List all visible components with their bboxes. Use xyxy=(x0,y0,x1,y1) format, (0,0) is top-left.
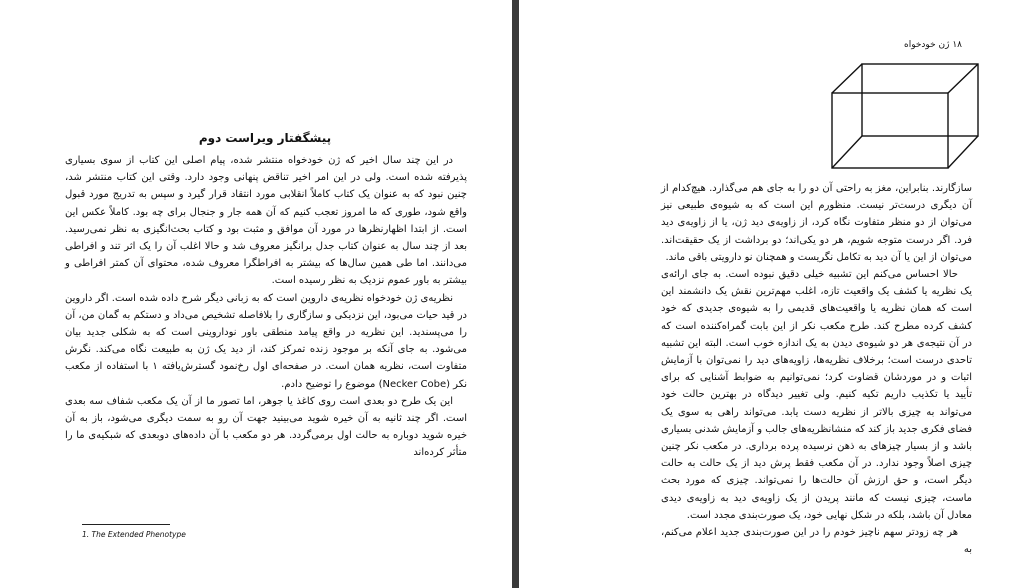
right-page xyxy=(519,0,1024,588)
footnote-divider xyxy=(82,524,170,525)
left-body-text xyxy=(65,152,467,462)
cube-back-face xyxy=(862,64,978,136)
book-gutter xyxy=(512,0,519,588)
paragraph: این یک طرح دو بعدی است روی کاغذ یا جوهر، اما تصور ما از آن یک مکعب شفاف سه بعدی است. اگر چند ثانیه به آن خیره شوید می‌بینید جهت آن رو به سمت دیگری می‌شود، باز به آن خیره شوید دوباره به حالت اول برمی‌گردد. هر دو مکعب با آن داده‌های دوبعدی که شبکیه‌ی ما را متأثر کرده‌اند xyxy=(65,395,467,459)
chapter-title: پیشگفتار ویراست دوم xyxy=(198,131,332,145)
footnote: 1. The Extended Phenotype xyxy=(82,530,186,539)
paragraph: حالا احساس می‌کنم این تشبیه خیلی دقیق نبوده است. به جای ارائه‌ی یک نظریه یا کشف یک واقعیت تازه، اغلب مهم‌ترین نقش یک دانشمند این است که همان نظریه یا واقعیت‌های قدیمی را به شیوه‌ی جدیدی که خود کشف کرده مطرح کند. طرح مکعب نکر از این بابت گمراه‌کننده است که در آن نتیجه‌ی هر دو شیوه‌ی دیدن به یک اندازه خوب است. البته این تشبیه تاحدی درست است؛ برخلاف نظریه‌ها، زاویه‌های دید را نمی‌توان با آزمایش اثبات و در موردشان قضاوت کرد؛ نمی‌توانیم به ضوابط آشنایی که برای تأیید یا تکذیب داریم تکیه کنیم. ولی تغییر دیدگاه در بهترین حالت خود می‌تواند به چیزی بالاتر از نظریه دست یابد. می‌تواند راهی به سوی یک فضای فکری جدید باز کند که منشانظریه‌های جالب و آزمایش شدنی بسیاری باشد و از بسیار چیزهای به ذهن نرسیده پرده برداری. در مکعب نکر چنین چیزی اصلاً وجود ندارد. در آن مکعب فقط پرش دید از یک حالت به حالت دیگر است، و حق ارزش آن حالت‌ها را نمی‌تواند. چیزی که مورد بحث ماست، چیزی نیست که مانند پریدن از یک زاویه‌ی دید به زاویه‌ی دیدی معادل آن باشد، بلکه در شکل نهایی خود، یک صورت‌بندی مجدد است. xyxy=(661,269,972,521)
right-body-text xyxy=(661,180,972,558)
cube-front-face xyxy=(832,93,948,168)
paragraph: در این چند سال اخیر که ژن خودخواه منتشر شده، پیام اصلی این کتاب از سوی بسیاری پذیرفته شده است. ولی در این امر اخیر تناقض پنهانی وجود دارد. وقتی این کتاب منتشر شد، چنین نبود که به عنوان یک کتاب کاملاً انقلابی مورد انتقاد قرار گیرد و سپس به تدریج مورد قبول واقع شود، طوری که ما امروز تعجب کنیم که آن همه جار و جنجال برای چه بود. کاملاً عکس این است. از ابتدا اظهارنظرها در مورد آن موافق و مثبت بود و کتاب بحث‌انگیزی به نظر نمی‌رسید. بعد از چند سال به عنوان کتاب جدل برانگیز معروف شد و حالا اغلب آن را یک اثر تند و افراطی می‌دانند. اما طی همین سال‌ها که بیشتر به افراطگرا معروف شده، محتوای آن کمتر افراطی و بیشتر به باور عموم نزدیک به نظر رسیده است. xyxy=(65,155,467,287)
paragraph: هر چه زودتر سهم ناچیز خودم را در این صورت‌بندی جدید اعلام می‌کنم، به xyxy=(661,527,972,556)
running-head: ۱۸ ژن خودخواه xyxy=(904,40,962,50)
necker-cube-figure xyxy=(830,63,980,171)
paragraph: سازگارند. بنابراین، مغز به راحتی آن دو را به جای هم می‌گذارد. هیچ‌کدام از آن دیگری درست‌تر نیست. منظورم این است که به شیوه‌ی طبیعی نیز می‌توان از دو منظر متفاوت نگاه کرد، از زاویه‌ی دید ژن، یا از زاویه‌ی دید فرد. اگر درست متوجه شویم، هر دو یکی‌اند؛ دو برداشت از یک حقیقت‌اند. می‌توان از این یا آن دید به تکامل نگریست و همچنان نو دارویتی باقی ماند. xyxy=(661,183,972,263)
paragraph: نظریه‌ی ژن خودخواه نظریه‌ی داروین است که به زبانی دیگر شرح داده شده است. اگر داروین در قید حیات می‌بود، این نزدیکی و سازگاری را بلافاصله تشخیص می‌داد و دستکم به گمان من، آن را می‌پسندید. این نظریه در واقع پیامد منطقی باور نوداروینی است که به شکلی جدید بیان می‌شود. به جای آنکه بر موجود زنده تمرکز کند، از دید یک ژن به طبیعت نگاه می‌کند. نگرش متفاوت است، نظریه همان است. در صفحه‌ای اول رخ‌نمود گسترش‌یافته ۱ با استفاده از مکعب نکر (Necker Cobe) موضوع را توضیح دادم. xyxy=(65,292,467,390)
